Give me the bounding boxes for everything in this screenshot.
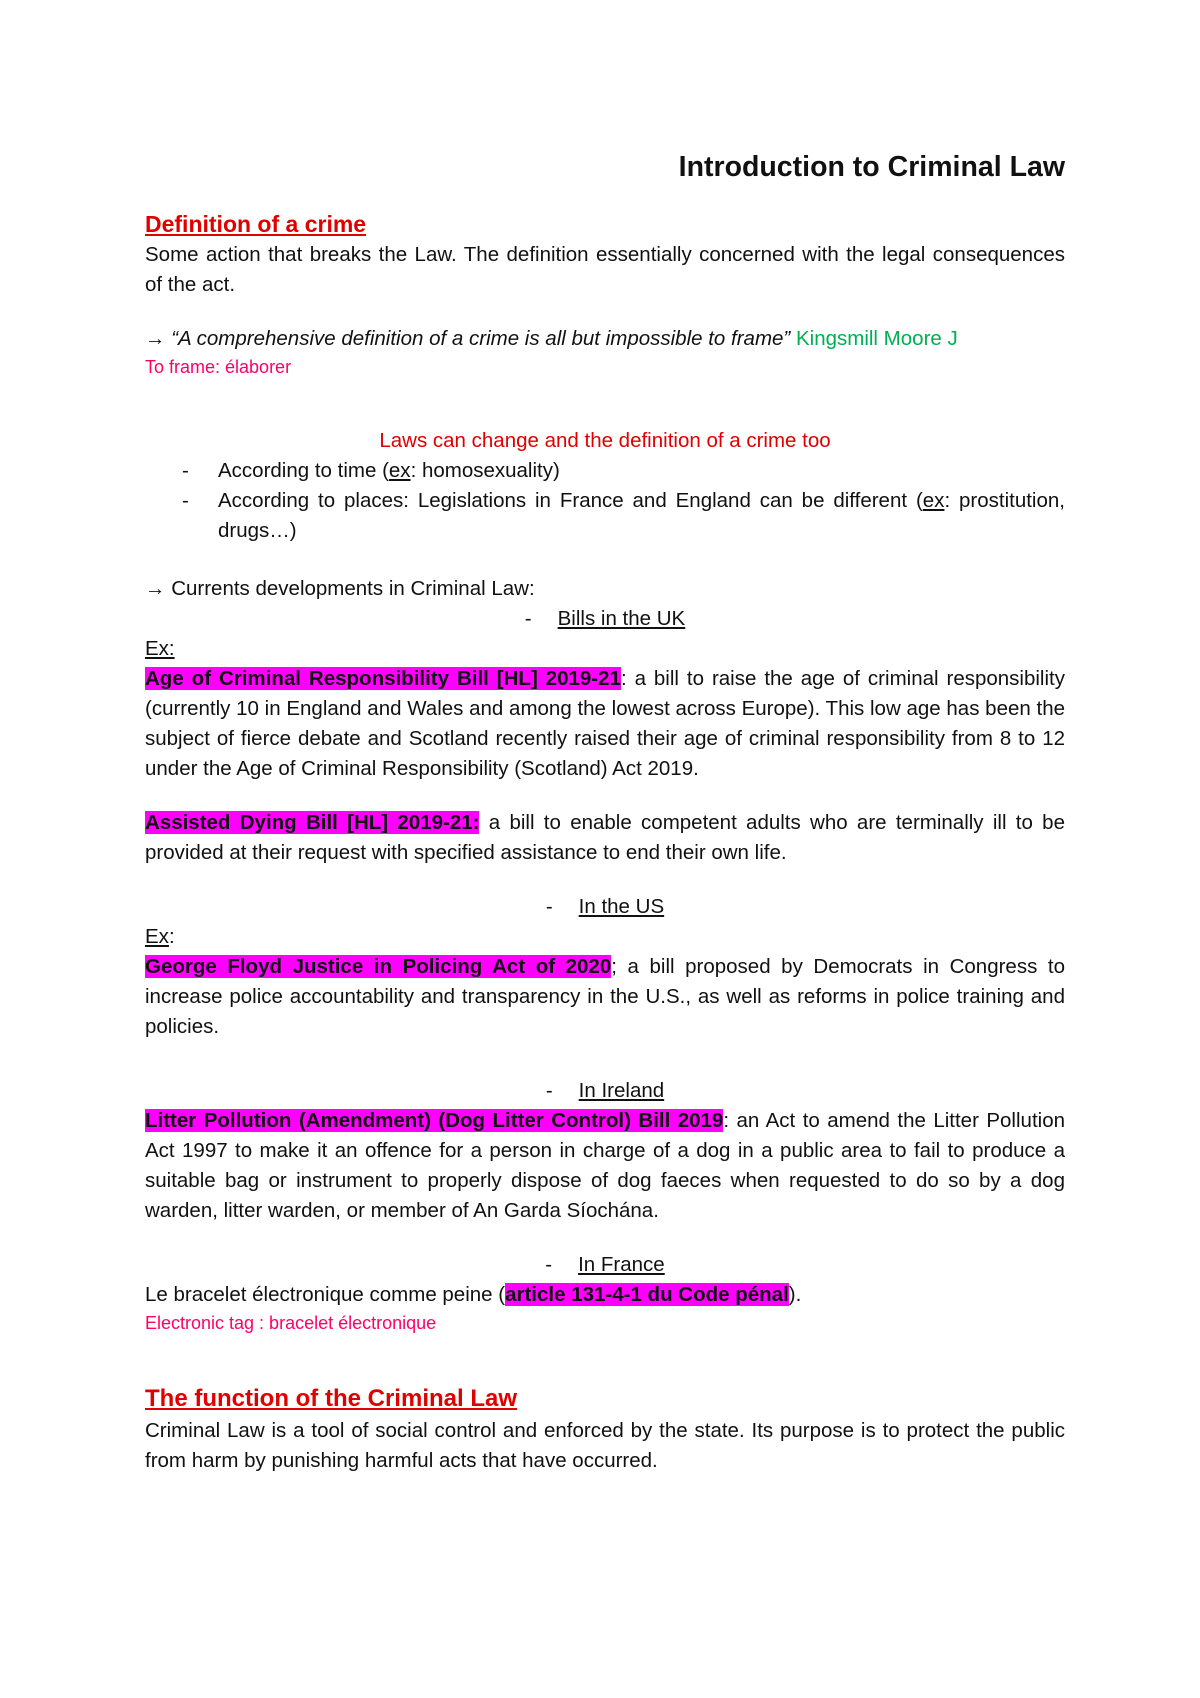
dash-bullet: - xyxy=(545,1079,553,1102)
bill-title-highlight: George Floyd Justice in Policing Act of 2020 xyxy=(145,955,612,978)
us-bill xyxy=(145,952,1065,1042)
subheading-ireland-text: In Ireland xyxy=(578,1079,665,1102)
arrow-icon: → xyxy=(145,327,166,350)
list-item xyxy=(145,456,1065,486)
vocab-note-electronic-tag: Electronic tag : bracelet électronique xyxy=(145,1313,437,1333)
article-highlight: article 131-4-1 du Code pénal xyxy=(505,1283,789,1306)
subheading-france xyxy=(145,1250,1065,1280)
list-item xyxy=(145,486,1065,546)
dash-bullet: - xyxy=(545,1253,553,1276)
ex-colon: : xyxy=(168,925,175,948)
bill-description: a bill to enable competent adults who are terminally ill to be provided at their request with specified assistance to end their own life. xyxy=(145,811,1065,864)
laws-change-list xyxy=(145,456,1065,546)
quote-line xyxy=(145,324,1065,354)
document-title: Introduction to Criminal Law xyxy=(678,151,1065,183)
dash-bullet: - xyxy=(545,895,553,918)
document-content xyxy=(145,148,1065,1476)
ex-abbrev: ex xyxy=(922,489,945,512)
bill-title-highlight: Age of Criminal Responsibility Bill [HL] 2019-21 xyxy=(145,667,621,690)
uk-bill-2 xyxy=(145,808,1065,868)
bill-description: ; a bill proposed by Democrats in Congress to increase police accountability and transparency in the U.S., as well as reforms in police training and policies. xyxy=(145,955,1065,1038)
subheading-us-text: In the US xyxy=(578,895,665,918)
ex-abbrev: ex xyxy=(388,459,411,482)
heading-function-criminal-law: The function of the Criminal Law xyxy=(145,1385,517,1412)
subheading-france-text: In France xyxy=(578,1253,665,1276)
uk-bill-1 xyxy=(145,664,1065,784)
developments-intro: → Currents developments in Criminal Law: xyxy=(145,577,535,600)
list-item-text: : prostitution, drugs…) xyxy=(218,489,1065,542)
subheading-uk-text: Bills in the UK xyxy=(557,607,686,630)
france-text-end: ). xyxy=(788,1283,802,1306)
ireland-bill xyxy=(145,1106,1065,1226)
quote-text: “A comprehensive definition of a crime is all but impossible to frame” xyxy=(171,327,791,350)
list-item-text: According to places: Legislations in France and England can be different ( xyxy=(218,489,923,512)
ex-label: Ex xyxy=(145,925,169,948)
bill-description: : an Act to amend the Litter Pollution Act 1997 to make it an offence for a person in charge of a dog in a public area to fail to produce a suitable bag or instrument to properly dispose of dog faeces when requested to do so by a dog warden, litter warden, or member of An Garda Síochána. xyxy=(145,1109,1065,1222)
bill-title-highlight: Litter Pollution (Amendment) (Dog Litter Control) Bill 2019 xyxy=(145,1109,724,1132)
quote-author: Kingsmill Moore J xyxy=(795,327,958,350)
list-item-text: : homosexuality) xyxy=(410,459,560,482)
subheading-uk xyxy=(145,604,1065,634)
list-item-text: According to time ( xyxy=(218,459,389,482)
bill-title-highlight: Assisted Dying Bill [HL] 2019-21: xyxy=(145,811,480,834)
definition-paragraph: Some action that breaks the Law. The definition essentially concerned with the legal consequences of the act. xyxy=(145,243,1065,296)
heading-definition-of-crime: Definition of a crime xyxy=(145,211,367,237)
france-paragraph xyxy=(145,1280,1065,1310)
france-text: Le bracelet électronique comme peine ( xyxy=(145,1283,506,1306)
function-paragraph: Criminal Law is a tool of social control and enforced by the state. Its purpose is to protect the public from harm by punishing harmful acts that have occurred. xyxy=(145,1419,1065,1472)
subheading-ireland xyxy=(145,1076,1065,1106)
dash-bullet: - xyxy=(182,459,189,482)
bill-description: : a bill to raise the age of criminal responsibility (currently 10 in England and Wales and among the lowest across Europe). This low age has been the subject of fierce debate and Scotland recently raised their age of criminal responsibility from 8 to 12 under the Age of Criminal Responsibility (Scotland) Act 2019. xyxy=(145,667,1065,780)
ex-label: Ex: xyxy=(145,637,175,660)
heading-laws-change: Laws can change and the definition of a crime too xyxy=(379,429,831,452)
vocab-note-frame: To frame: élaborer xyxy=(145,357,292,377)
dash-bullet: - xyxy=(524,607,532,630)
subheading-us xyxy=(145,892,1065,922)
ex-label-us xyxy=(145,922,1065,952)
dash-bullet: - xyxy=(182,489,189,512)
